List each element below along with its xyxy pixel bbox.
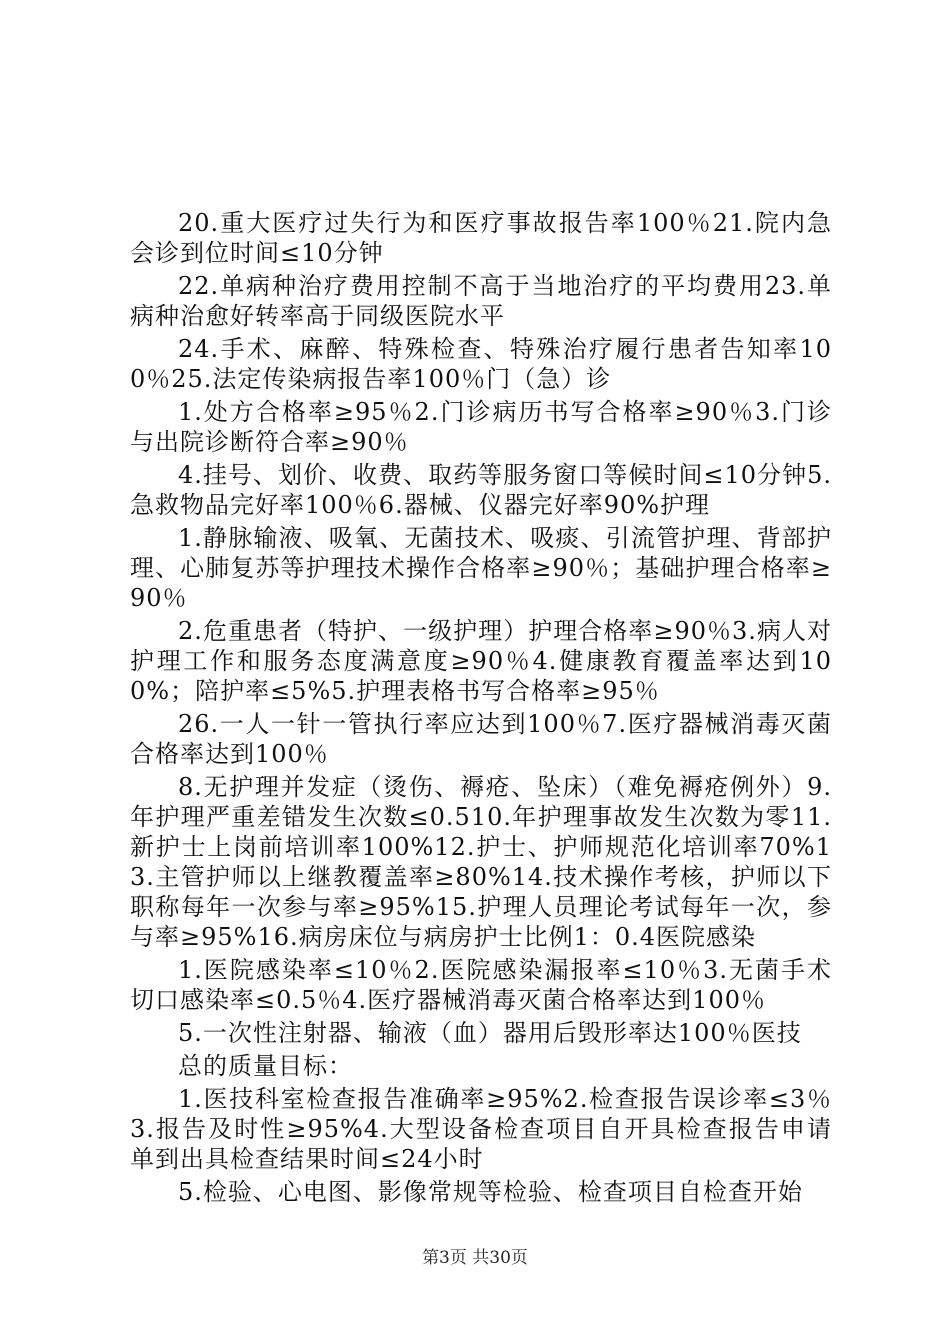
paragraph-1: 20.重大医疗过失行为和医疗事故报告率100％21.院内急会诊到位时间≤10分钟 (130, 209, 832, 267)
paragraph-9: 8.无护理并发症（烫伤、褥疮、坠床）（难免褥疮例外）9.年护理严重差错发生次数≤0.510.年护理事故发生次数为零11.新护士上岗前培训率100%12.护士、护师规范化培训率70%13.主管护师以上继教覆盖率≥80%14.技术操作考核，护师以下职称每年一次参与率≥95%15.护理人员理论考试每年一次，参与率≥95%16.病房床位与病房护士比例1：0.4医院感染 (130, 773, 832, 951)
paragraph-6: 1.静脉输液、吸氧、无菌技术、吸痰、引流管护理、背部护理、心肺复苏等护理技术操作合格率≥90％；基础护理合格率≥90％ (130, 524, 832, 612)
paragraph-12: 总的质量目标： (178, 1052, 353, 1080)
paragraph-13: 1.医技科室检查报告准确率≥95%2.检查报告误诊率≤3％3.报告及时性≥95%4.大型设备检查项目自开具检查报告申请单到出具检查结果时间≤24小时 (130, 1085, 832, 1173)
paragraph-10: 1.医院感染率≤10％2.医院感染漏报率≤10％3.无菌手术切口感染率≤0.5％4.医疗器械消毒灭菌合格率达到100％ (130, 956, 832, 1014)
paragraph-4: 1.处方合格率≥95％2.门诊病历书写合格率≥90％3.门诊与出院诊断符合率≥90％ (130, 398, 832, 456)
paragraph-14: 5.检验、心电图、影像常规等检验、检查项目自检查开始 (178, 1178, 803, 1206)
document-body (130, 208, 832, 1210)
paragraph-5: 4.挂号、划价、收费、取药等服务窗口等候时间≤10分钟5.急救物品完好率100％6.器械、仪器完好率90%护理 (130, 461, 832, 519)
paragraph-3: 24.手术、麻醉、特殊检查、特殊治疗履行患者告知率100％25.法定传染病报告率100％门（急）诊 (130, 335, 832, 393)
paragraph-8: 26.一人一针一管执行率应达到100％7.医疗器械消毒灭菌合格率达到100％ (130, 710, 832, 768)
page-number-footer: 第3页 共30页 (422, 1248, 528, 1268)
paragraph-7: 2.危重患者（特护、一级护理）护理合格率≥90％3.病人对护理工作和服务态度满意度≥90％4.健康教育覆盖率达到100%；陪护率≤5%5.护理表格书写合格率≥95％ (130, 617, 832, 705)
paragraph-11: 5.一次性注射器、输液（血）器用后毁形率达100％医技 (178, 1019, 802, 1047)
paragraph-2: 22.单病种治疗费用控制不高于当地治疗的平均费用23.单病种治愈好转率高于同级医院水平 (130, 272, 832, 330)
